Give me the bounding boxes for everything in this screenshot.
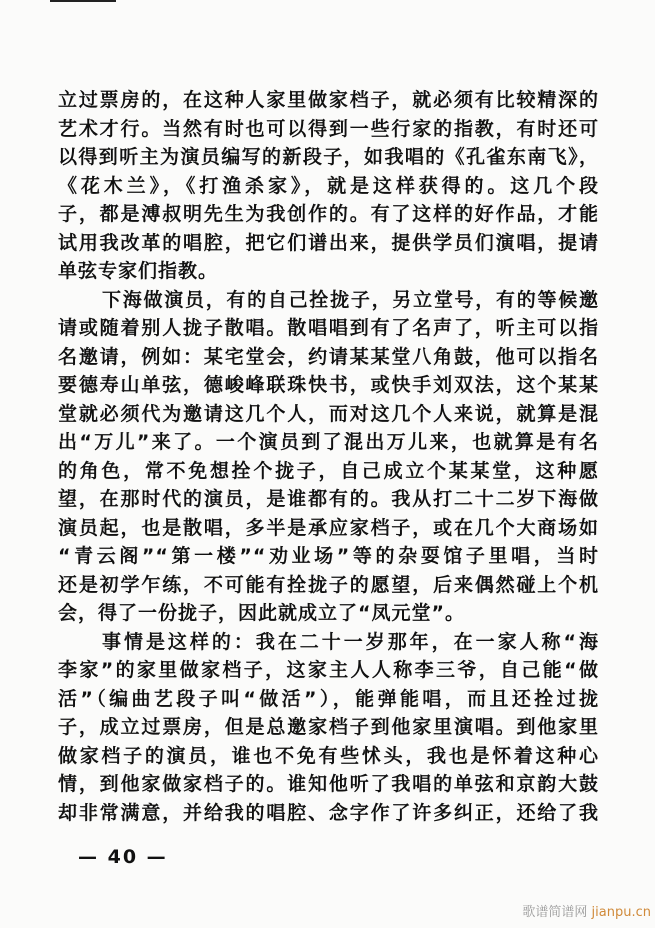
text-line: 下海做演员，有的自己拴拢子，另立堂号，有的等候邀 [102,288,599,311]
text-line: 情，到他家做家档子的。谁知他听了我唱的单弦和京韵大鼓 [58,773,599,795]
body-text [58,86,599,827]
text-line: 堂就必须代为邀请这几个人，而对这几个人来说，就算是混 [58,402,599,425]
text-line: 立过票房的，在这种人家里做家档子，就必须有比较精深的 [58,89,599,111]
text-line: 却非常满意，并给我的唱腔、念字作了许多纠正，还给了我 [58,801,599,824]
text-line: 出“万儿”来了。一个演员到了混出万儿来，也就算是有名 [58,431,599,453]
watermark-en: jianpu.cn [591,905,651,920]
text-line: 要德寿山单弦，德峻峰联珠快书，或快手刘双法，这个某某 [58,374,599,396]
text-line: 子，都是溥叔明先生为我创作的。有了这样的好作品，才能 [58,203,599,225]
text-line: 以得到听主为演员编写的新段子，如我唱的《孔雀东南飞》， [58,146,599,168]
watermark [522,901,651,920]
text-line: 请或随着别人拢子散唱。散唱唱到有了名声了，听主可以指 [58,317,599,339]
text-line: 李家”的家里做家档子，这家主人人称李三爷，自己能“做 [58,659,599,681]
text-line: 艺术才行。当然有时也可以得到一些行家的指教，有时还可 [58,117,599,140]
text-line: 做家档子的演员，谁也不免有些怵头，我也是怀着这种心 [58,744,599,767]
text-line: 望，在那时代的演员，是谁都有的。我从打二十二岁下海做 [58,488,599,510]
text-line: 名邀请，例如：某宅堂会，约请某某堂八角鼓，他可以指名 [58,345,599,368]
text-line: 演员起，也是散唱，多半是承应家档子，或在几个大商场如 [58,516,599,539]
text-line: 还是初学乍练，不可能有拴拢子的愿望，后来偶然碰上个机 [58,573,599,596]
text-line: 单弦专家们指教。 [58,260,219,282]
text-line: 会，得了一份拢子，因此就成立了“凤元堂”。 [58,602,465,624]
page-number: — 40 — [78,846,168,868]
text-line: 《花木兰》，《打渔杀家》，就是这样获得的。这几个段 [58,174,599,197]
text-line: 的角色，常不免想拴个拢子，自己成立个某某堂，这种愿 [58,459,599,482]
watermark-cn: 歌谱简谱网 [522,905,588,920]
text-line: 试用我改革的唱腔，把它们谱出来，提供学员们演唱，提请 [58,231,599,254]
text-line: “青云阁”“第一楼”“劝业场”等的杂耍馆子里唱，当时 [58,545,599,567]
text-line: 事情是这样的：我在二十一岁那年，在一家人称“海 [102,630,599,653]
header-rule [50,0,116,2]
text-line: 活”（编曲艺段子叫“做活”），能弹能唱，而且还拴过拢 [58,687,599,710]
text-line: 子，成立过票房，但是总邀家档子到他家里演唱。到他家里 [58,716,599,738]
